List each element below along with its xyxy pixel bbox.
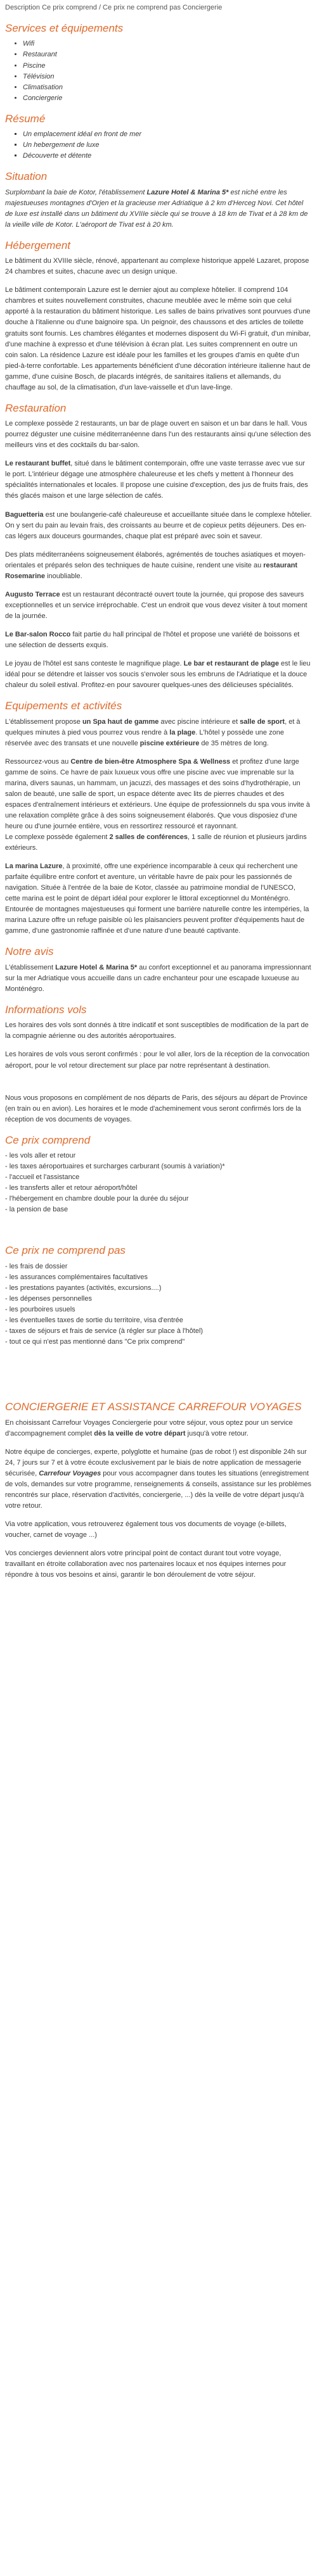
infos-title: Informations vols (5, 1003, 87, 1016)
text-run: pour vous accompagner dans toutes les situations (enregistrement de vols, demandes sur votre programme, renseignements & conseils, assistance sur les problèmes rencontrés sur place, réservation d'activités, conciergerie, ...) dès la veille de votre départ jusqu'à votre retour. (5, 1469, 312, 1510)
list-item: - les taxes aéroportuaires et surcharges carburant (soumis à variation)* (5, 1163, 225, 1171)
list-item: ▪ Découverte et détente (23, 151, 312, 161)
restauration-paragraph (5, 510, 312, 542)
situation-paragraph (5, 187, 312, 230)
text-run: est un restaurant décontracté ouvert toute la journée, qui propose des saveurs exceptionnelles et un service irréprochable. C'est un endroit que vous devez visiter à tout moment de la journée. (5, 590, 307, 620)
list-item: - les pourboires usuels (5, 1305, 75, 1313)
text-run: Le complexe possède également (5, 833, 110, 842)
hebergement-title: Hébergement (5, 239, 71, 251)
text-run: Baguetteria (5, 510, 44, 519)
restauration-paragraph: Le complexe possède 2 restaurants, un bar de plage ouvert en saison et un bar dans le hall. Vous pourrez déguster une cuisine méditerranéenne dans l'un des restaurants ainsi qu'une sélection des meilleurs vins et des cocktails du bar-salon. (5, 420, 311, 450)
infos-paragraph: Les horaires de vols vous seront confirmés : pour le vol aller, lors de la réception de la convocation aéroport, pour le vol retour directement sur place par notre représentant à destination. (5, 1051, 309, 1070)
text-run: Le Bar-salon Rocco (5, 630, 71, 638)
text-run: fait partie du hall principal de l'hôtel et propose une variété de boissons et une sélection de desserts exquis. (5, 630, 300, 649)
list-item: - la pension de base (5, 1206, 68, 1214)
text-run: Centre de bien-être Atmosphere Spa & Wellness (70, 757, 231, 766)
text-run: , à proximité, offre une expérience incomparable à ceux qui recherchent une parfaite équilibre entre confort et aventure, un véritable havre de paix pour les passionnés de navigation. Située à l'entrée de la baie de Kotor, classée au patrimoine mondial de l'UNESCO, cette marina est le point de départ idéal pour explorer le littoral exceptionnel du Monténégro. Entourée de montagnes majestueuses qui forment une barrière naturelle contre les intempéries, la marina Lazure offre un refuge paisible où les plaisanciers peuvent profiter d'équipements haut de gamme, d'une gastronomie raffinée et d'une nature d'une beauté captivante. (5, 862, 309, 935)
list-item: • Wifi (23, 39, 312, 49)
ne-comprend-title: Ce prix ne comprend pas (5, 1244, 126, 1257)
list-item: - les dépenses personnelles (5, 1294, 92, 1303)
hebergement-paragraph: Le bâtiment du XVIIIe siècle, rénové, appartenant au complexe historique appelé Lazaret, propose 24 chambres et suites, chacune avec un design unique. (5, 257, 309, 276)
list-item: - l'accueil et l'assistance (5, 1173, 80, 1182)
spacer (5, 1079, 312, 1093)
list-item: - les transferts aller et retour aéroport/hôtel (5, 1184, 138, 1192)
list-item: - les vols aller et retour (5, 1152, 76, 1160)
text-run: est niché entre les majestueuses montagnes d'Orjen et la gracieuse mer Adriatique à 2 km d'Herceg Novi. Cet hôtel de luxe est installé dans un bâtiment du XVIIIe siècle qui se trouve à 18 km de Tivat et à 28 km de la vieille ville de Kotor. L'aéroport de Tivat est à 20 km. (5, 188, 308, 229)
conciergerie-paragraph: Via votre application, vous retrouverez également tous vos documents de voyage (e-billets, voucher, carnet de voyage ...) (5, 1520, 287, 1539)
list-item: ▪ Un hebergement de luxe (23, 140, 312, 151)
equipements-paragraph (5, 717, 312, 749)
text-run: la plage (169, 728, 196, 736)
conciergerie-paragraph (5, 1447, 312, 1512)
text-run: Augusto Terrace (5, 590, 60, 598)
resume-list (5, 129, 312, 161)
list-item: - les assurances complémentaires facultatives (5, 1273, 148, 1281)
text-run: La marina Lazure (5, 862, 63, 871)
text-run: au confort exceptionnel et au panorama impressionnant sur la mer Adriatique vous accueille dans un cadre enchanteur pour une escapade luxueuse au Monténégro. (5, 963, 311, 993)
restauration-paragraph (5, 590, 312, 622)
comprend-list (5, 1151, 312, 1215)
text-run: dès la veille de votre départ (94, 1429, 186, 1437)
text-run: piscine extérieure (139, 739, 200, 747)
text-run: Notre équipe de concierges, experte, polyglotte et humaine (pas de robot !) est disponible 24h sur 24, 7 jours sur 7 et à votre écoute exclusivement par le biais de notre application de messagerie sécurisée, (5, 1448, 307, 1477)
restauration-paragraph (5, 550, 312, 582)
spacer (5, 1222, 312, 1235)
ne-comprend-list (5, 1261, 312, 1348)
list-item: • Piscine (23, 61, 312, 72)
breadcrumb: Description Ce prix comprend / Ce prix ne comprend pas Conciergerie (5, 4, 223, 11)
list-item: • Conciergerie (23, 93, 312, 104)
text-run: Le bar et restaurant de plage (183, 660, 279, 668)
text-run: , 1 salle de réunion et plusieurs jardins extérieurs. (5, 833, 307, 852)
list-item: - les prestations payantes (activités, excursions....) (5, 1284, 162, 1292)
text-run: En choisissant Carrefour Voyages Conciergerie pour votre séjour, vous optez pour un service d'accompagnement complet (5, 1418, 293, 1437)
text-run: de 35 mètres de long. (199, 739, 269, 747)
text-run: Lazure Hotel & Marina 5* (146, 188, 229, 196)
hebergement-paragraph: Le bâtiment contemporain Lazure est le dernier ajout au complexe hôtelier. Il comprend 104 chambres et suites nouvellement construites, chacune meublée avec le même soin que celui apporté à la restauration du bâtiment historique. Les salles de bains privatives sont pourvues d'une douche à l'italienne ou d'une baignoire spa. Un peignoir, des chaussons et des articles de toilette gratuits sont fournis. Les chambres élégantes et modernes disposent du Wi-Fi gratuit, d'un minibar, d'une machine à expresso et d'une télévision à écran plat. Les suites comprennent en outre un coin salon. La résidence Lazure est idéale pour les familles et les groupes d'amis en quête d'un pied-à-terre confortable. Les appartements bénéficient d'une décoration intérieure italienne haut de gamme, d'une cuisine Bosch, de placards intégrés, de sanitaires italiens et allemands, du chauffage au sol, de la climatisation, d'un lave-vaisselle et d'un lave-linge. (5, 286, 311, 391)
restauration-paragraph (5, 659, 312, 691)
equipements-title: Equipements et activités (5, 700, 122, 712)
resume-title: Résumé (5, 112, 46, 125)
text-run: restaurant Rosemarine (5, 561, 298, 580)
text-run: est une boulangerie-café chaleureuse et accueillante située dans le complexe hôtelier. On y sert du pain au levain frais, des croissants au beurre et de copieux petits déjeuners. Des en-cas légers aux douceurs gourmandes, chaque plat est préparé avec soin et saveur. (5, 510, 312, 540)
list-item: - les frais de dossier (5, 1262, 68, 1270)
text-run: , situé dans le bâtiment contemporain, offre une vaste terrasse avec vue sur le port. L'intérieur dégage une atmosphère chaleureuse et les chefs y mettent à l'honneur des spécialités internationales et locales. Il propose une cuisine d'exception, des jus de fruits frais, des thés glacés maison et une large sélection de cafés. (5, 460, 308, 500)
text-run: un Spa haut de gamme (82, 717, 159, 726)
avis-title: Notre avis (5, 945, 54, 958)
list-item: • Télévision (23, 72, 312, 82)
text-run: est le lieu idéal pour se détendre et laisser vos soucis s'envoler sous les embruns de l'Adriatique et la douce chaleur du soleil estival. Profitez-en pour savourer quelques-unes des délicieuses spécialités. (5, 660, 311, 690)
list-item: - tout ce qui n'est pas mentionné dans "Ce prix comprend" (5, 1338, 185, 1346)
text-run: L'établissement propose (5, 717, 82, 726)
list-item: • Climatisation (23, 82, 312, 93)
list-item: - l'hébergement en chambre double pour la durée du séjour (5, 1195, 189, 1203)
list-item: • Restaurant (23, 49, 312, 60)
spacer (5, 1354, 312, 1392)
text-run: jusqu'à votre retour. (185, 1429, 249, 1437)
text-run: 2 salles de conférences (109, 833, 188, 842)
text-run: Carrefour Voyages (39, 1469, 101, 1477)
services-title: Services et équipements (5, 22, 124, 35)
text-run: Surplombant la baie de Kotor, l'établissement (5, 188, 147, 196)
restauration-paragraph (5, 458, 312, 502)
text-run: Le restaurant buffet (5, 460, 71, 468)
conciergerie-paragraph: Vos concierges deviennent alors votre principal point de contact durant tout votre voyage, travaillant en étroite collaboration avec nos partenaires locaux et nos équipes internes pour répondre à tous vos besoins et ainsi, garantir le bon déroulement de votre séjour. (5, 1549, 287, 1579)
list-item: - taxes de séjours et frais de service (à régler sur place à l'hôtel) (5, 1327, 204, 1335)
situation-title: Situation (5, 170, 48, 183)
list-item: ▪ Un emplacement idéal en front de mer (23, 129, 312, 140)
text-run: , et à quelques minutes à pied vous pourrez vous rendre à (5, 717, 301, 736)
text-run: Des plats méditerranéens soigneusement élaborés, agrémentés de touches asiatiques et moyen-orientales et préparés selon des techniques de haute cuisine, rendent une visite au (5, 550, 306, 569)
text-run: salle de sport (240, 717, 285, 726)
avis-paragraph (5, 963, 312, 995)
comprend-title: Ce prix comprend (5, 1133, 91, 1146)
equipements-paragraph (5, 861, 312, 937)
text-run: Le joyau de l'hôtel est sans conteste le magnifique plage. (5, 660, 184, 668)
text-run: . L'hôtel y possède une zone réservée avec des transats et une nouvelle (5, 728, 284, 747)
conciergerie-paragraph (5, 1418, 312, 1439)
infos-paragraph: Nous vous proposons en complément de nos départs de Paris, des séjours au départ de Province (en train ou en avion). Les horaires et le mode d'acheminement vous seront confirmés lors de la réception de vos documents de voyages. (5, 1094, 307, 1123)
text-run: Lazure Hotel & Marina 5* (55, 963, 138, 971)
restauration-paragraph (5, 629, 312, 651)
list-item: - les éventuelles taxes de sortie du territoire, visa d'entrée (5, 1316, 183, 1324)
conciergerie-title: CONCIERGERIE ET ASSISTANCE CARREFOUR VOYAGES (5, 1401, 302, 1413)
services-list (5, 39, 312, 103)
text-run: L'établissement (5, 963, 56, 971)
text-run: inoubliable. (44, 572, 82, 580)
equipements-paragraph (5, 757, 312, 854)
text-run: Ressourcez-vous au (5, 757, 71, 766)
restauration-title: Restauration (5, 401, 67, 414)
text-run: avec piscine intérieure et (158, 717, 240, 726)
text-run: et profitez d'une large gamme de soins. Ce havre de paix luxueux vous offre une piscine avec vue imprenable sur la marina, divers saunas, un hammam, un jacuzzi, des massages et des soins d'hydrothérapie, un salon de beauté, une salle de sport, un espace détente avec lits de pierres chaudes et des espaces d'entraînement intérieurs et extérieurs. Une équipe de professionnels du spa vous invite à une relaxation complète grâce à des soins soigneusement élaborés. Que vous disposiez d'une heure ou d'une journée entière, vous en ressortirez ressourcé et rayonnant. (5, 757, 310, 830)
infos-paragraph: Les horaires des vols sont donnés à titre indicatif et sont susceptibles de modification de la part de la compagnie aérienne ou des autorités aéroportuaires. (5, 1021, 309, 1040)
